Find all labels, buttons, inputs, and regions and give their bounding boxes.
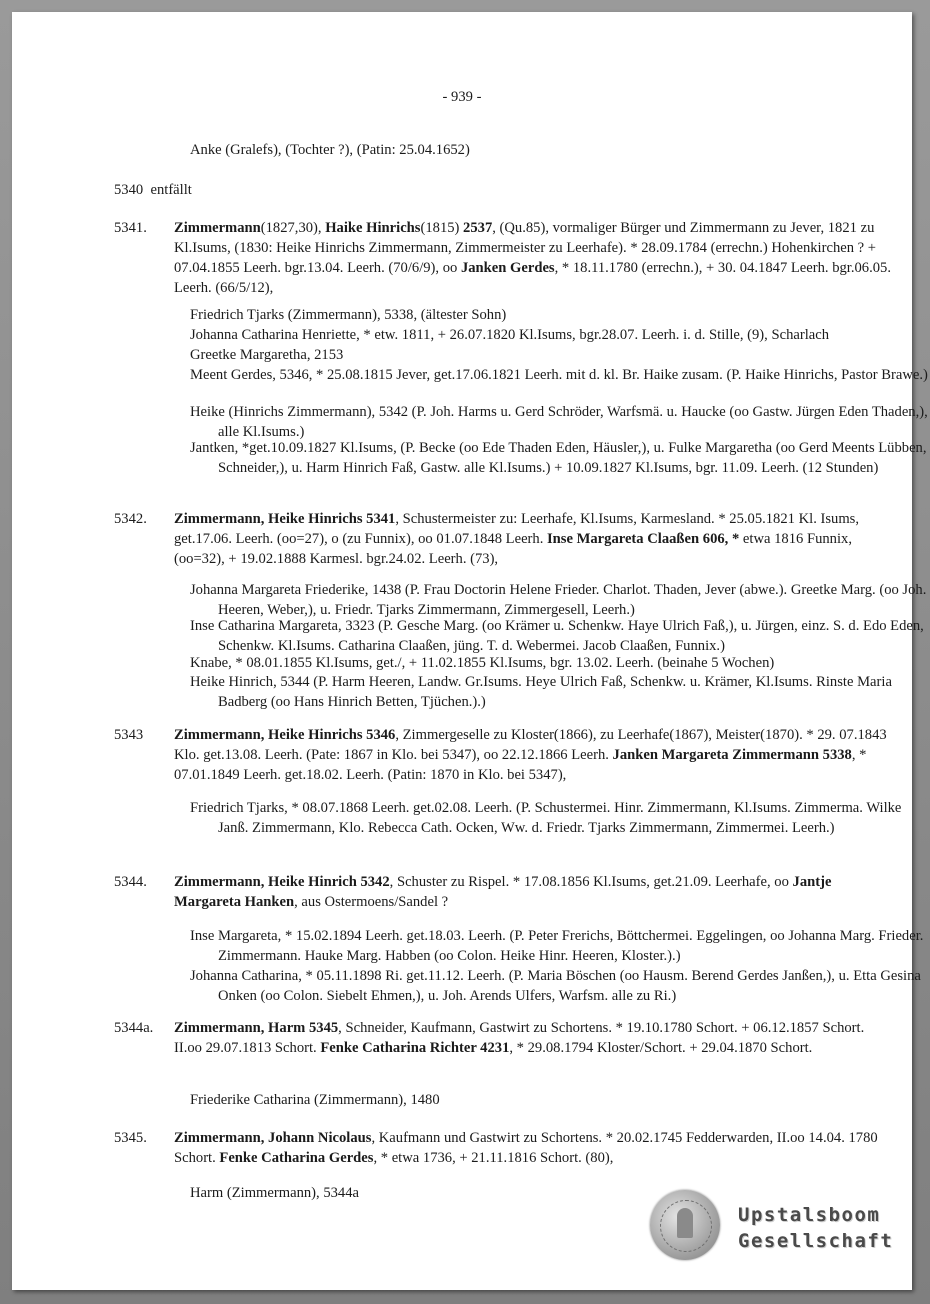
child-item: Greetke Margaretha, 2153 (190, 347, 344, 363)
logo-line-2: Gesellschaft (738, 1230, 894, 1252)
spouse-name: Jantje Margareta Hanken (174, 874, 832, 910)
entry-text: Zimmermann, Heike Hinrichs 5341, Schustermeister zu: Leerhafe, Kl.Isums, Karmesland. * 25.05.1821 Kl. Isums, get.17.06. Leerh. (oo=27), o (zu Funnix), oo 01.07.1848 Leerh. Inse Margareta Claaßen 606, * etwa 1816 Funnix, (oo=32), + 19.02.1888 Karmesl. bgr.24.02. Leerh. (73), (174, 511, 860, 567)
entry-5343 (114, 725, 894, 785)
child-item: Friedrich Tjarks, * 08.07.1868 Leerh. get.02.08. Leerh. (P. Schustermei. Hinr. Zimmermann, Kl.Isums. Zimmerma. Wilke Janß. Zimmermann, Klo. Rebecca Cath. Ocken, Ww. d. Friedr. Tjarks Zimmermann, Zimmermei. Leerh.) (190, 800, 902, 836)
person-name: Zimmermann, Johann Nicolaus (174, 1130, 372, 1146)
entry-number: 5345. (114, 1130, 147, 1146)
logo-line-1: Upstalsboom (738, 1204, 881, 1226)
cross-ref: 5341 (366, 511, 396, 527)
entry-5340 (114, 180, 894, 200)
entry-number: 5342. (114, 511, 147, 527)
person-name: Zimmermann (174, 220, 261, 236)
spouse-name: Janken Margareta Zimmermann 5338 (612, 747, 852, 763)
person-name: Zimmermann, Heike Hinrich 5342 (174, 874, 390, 890)
child-item: Friederike Catharina (Zimmermann), 1480 (190, 1092, 440, 1108)
entry-text: entfällt (150, 182, 192, 198)
entry-text: Zimmermann, Harm 5345, Schneider, Kaufmann, Gastwirt zu Schortens. * 19.10.1780 Schort. + 06.12.1857 Schort. II.oo 29.07.1813 Schort. Fenke Catharina Richter 4231, * 29.08.1794 Kloster/Schort. + 29.04.1870 Schort. (174, 1020, 865, 1056)
person-name: Zimmermann, Harm 5345 (174, 1020, 339, 1036)
child-item: Inse Margareta, * 15.02.1894 Leerh. get.18.03. Leerh. (P. Peter Frerichs, Böttchermei. Eggelingen, oo Johanna Marg. Frieder. Zimmermann. Hauke Marg. Habben (oo Colon. Heike Hinr. Heeren, Kloster.).) (190, 928, 924, 964)
child-item: Meent Gerdes, 5346, * 25.08.1815 Jever, get.17.06.1821 Leerh. mit d. kl. Br. Haike zusam. (P. Haike Hinrichs, Pastor Brawe.) (190, 367, 928, 383)
page-number: - 939 - (442, 89, 482, 105)
entry-number: 5341. (114, 220, 147, 236)
person-name: Zimmermann, Heike Hinrichs 5346 (174, 727, 396, 743)
person-name: Zimmermann, Heike Hinrichs (174, 511, 363, 527)
page-content (12, 12, 928, 1290)
child-item: Friedrich Tjarks (Zimmermann), 5338, (ältester Sohn) (190, 307, 507, 323)
entry-5342 (114, 509, 894, 569)
entry-number: 5343 (114, 727, 144, 743)
entry-number: 5340 (114, 182, 144, 198)
child-item: Johanna Catharina, * 05.11.1898 Ri. get.11.12. Leerh. (P. Maria Böschen (oo Hausm. Berend Gerdes Janßen,), u. Etta Gesina Onken (oo Colon. Siebelt Ehmen,), u. Joh. Arends Ulfers, Warfsm. alle zu Ri.) (190, 968, 921, 1004)
entry-5345 (114, 1128, 894, 1168)
entry-number: 5344a. (114, 1020, 154, 1036)
entry-text: Zimmermann(1827,30), Haike Hinrichs(1815) 2537, (Qu.85), vormaliger Bürger und Zimmermann zu Jever, 1821 zu Kl.Isums, (1830: Heike Hinrichs Zimmermann, Zimmermeister zu Leerhafe). * 28.09.1784 (errechn.) Hohenkirchen ? + 07.04.1855 Leerh. bgr.13.04. Leerh. (70/6/9), oo Janken Gerdes, * 18.11.1780 (errechn.), + 30. 04.1847 Leerh. bgr.06.05. Leerh. (66/5/12), (174, 220, 891, 296)
cross-ref: 2537 (463, 220, 493, 236)
child-item: Jantken, *get.10.09.1827 Kl.Isums, (P. Becke (oo Ede Thaden Eden, Häusler,), u. Fulke Margaretha (oo Gerd Meents Lübben, Schneider,), u. Harm Hinrich Faß, Gastw. alle Kl.Isums.) + 10.09.1827 Kl.Isums, bgr. 11.09. Leerh. (12 Stunden) (190, 440, 927, 476)
entry-text: Zimmermann, Johann Nicolaus, Kaufmann und Gastwirt zu Schortens. * 20.02.1745 Fedderwarden, II.oo 14.04. 1780 Schort. Fenke Catharina Gerdes, * etwa 1736, + 21.11.1816 Schort. (80), (174, 1130, 878, 1166)
child-item: Heike Hinrich, 5344 (P. Harm Heeren, Landw. Gr.Isums. Heye Ulrich Faß, Schenkw. u. Krämer, Kl.Isums. Rinste Maria Badberg (oo Hans Hinrich Betten, Tjüchen.).) (190, 674, 892, 710)
entry-number: 5344. (114, 874, 147, 890)
child-item: Heike (Hinrichs Zimmermann), 5342 (P. Joh. Harms u. Gerd Schröder, Warfsmä. u. Haucke (oo Gastw. Jürgen Eden Thaden,), alle Kl.Isums.) (190, 404, 928, 440)
entry-5341 (114, 218, 894, 298)
child-item: Harm (Zimmermann), 5344a (190, 1185, 359, 1201)
document-page (12, 12, 928, 1290)
child-item: Johanna Catharina Henriette, * etw. 1811, + 26.07.1820 Kl.Isums, bgr.28.07. Leerh. i. d. Stille, (9), Scharlach (190, 327, 830, 343)
society-seal-icon (650, 1190, 720, 1260)
entry-text: Zimmermann, Heike Hinrich 5342, Schuster zu Rispel. * 17.08.1856 Kl.Isums, get.21.09. Leerhafe, oo Jantje Margareta Hanken, aus Ostermoens/Sandel ? (174, 874, 832, 910)
child-item: Knabe, * 08.01.1855 Kl.Isums, get./, + 11.02.1855 Kl.Isums, bgr. 13.02. Leerh. (beinahe 5 Wochen) (190, 655, 775, 671)
entry-5344 (114, 872, 894, 912)
entry-text: Zimmermann, Heike Hinrichs 5346, Zimmergeselle zu Kloster(1866), zu Leerhafe(1867), Meister(1870). * 29. 07.1843 Klo. get.13.08. Leerh. (Pate: 1867 in Klo. bei 5347), oo 22.12.1866 Leerh. Janken Margareta Zimmermann 5338, * 07.01.1849 Leerh. get.18.02. Leerh. (Patin: 1870 in Klo. bei 5347), (174, 727, 887, 783)
person-name-2: Haike Hinrichs (325, 220, 421, 236)
child-item: Inse Catharina Margareta, 3323 (P. Gesche Marg. (oo Krämer u. Schenkw. Haye Ulrich Faß,), u. Jürgen, einz. S. d. Edo Eden, Schenkw. Kl.Isums. Catharina Claaßen, jüng. T. d. Webermei. Jacob Claaßen, Funnix.) (190, 618, 924, 654)
spouse-name: Janken Gerdes (460, 260, 555, 276)
spouse-name: Fenke Catharina Richter 4231 (320, 1040, 510, 1056)
entry-5344a (114, 1018, 894, 1058)
spouse-name: Inse Margareta Claaßen 606, * (547, 531, 740, 547)
intro-line: Anke (Gralefs), (Tochter ?), (Patin: 25.04.1652) (190, 142, 470, 158)
spouse-name: Fenke Catharina Gerdes (219, 1150, 374, 1166)
child-item: Johanna Margareta Friederike, 1438 (P. Frau Doctorin Helene Frieder. Charlot. Thaden, Jever (abwe.). Greetke Marg. (oo Joh. Heeren, Weber,), u. Friedr. Tjarks Zimmermann, Zimmergesell, Leerh.) (190, 582, 927, 618)
society-logo (738, 1202, 908, 1254)
